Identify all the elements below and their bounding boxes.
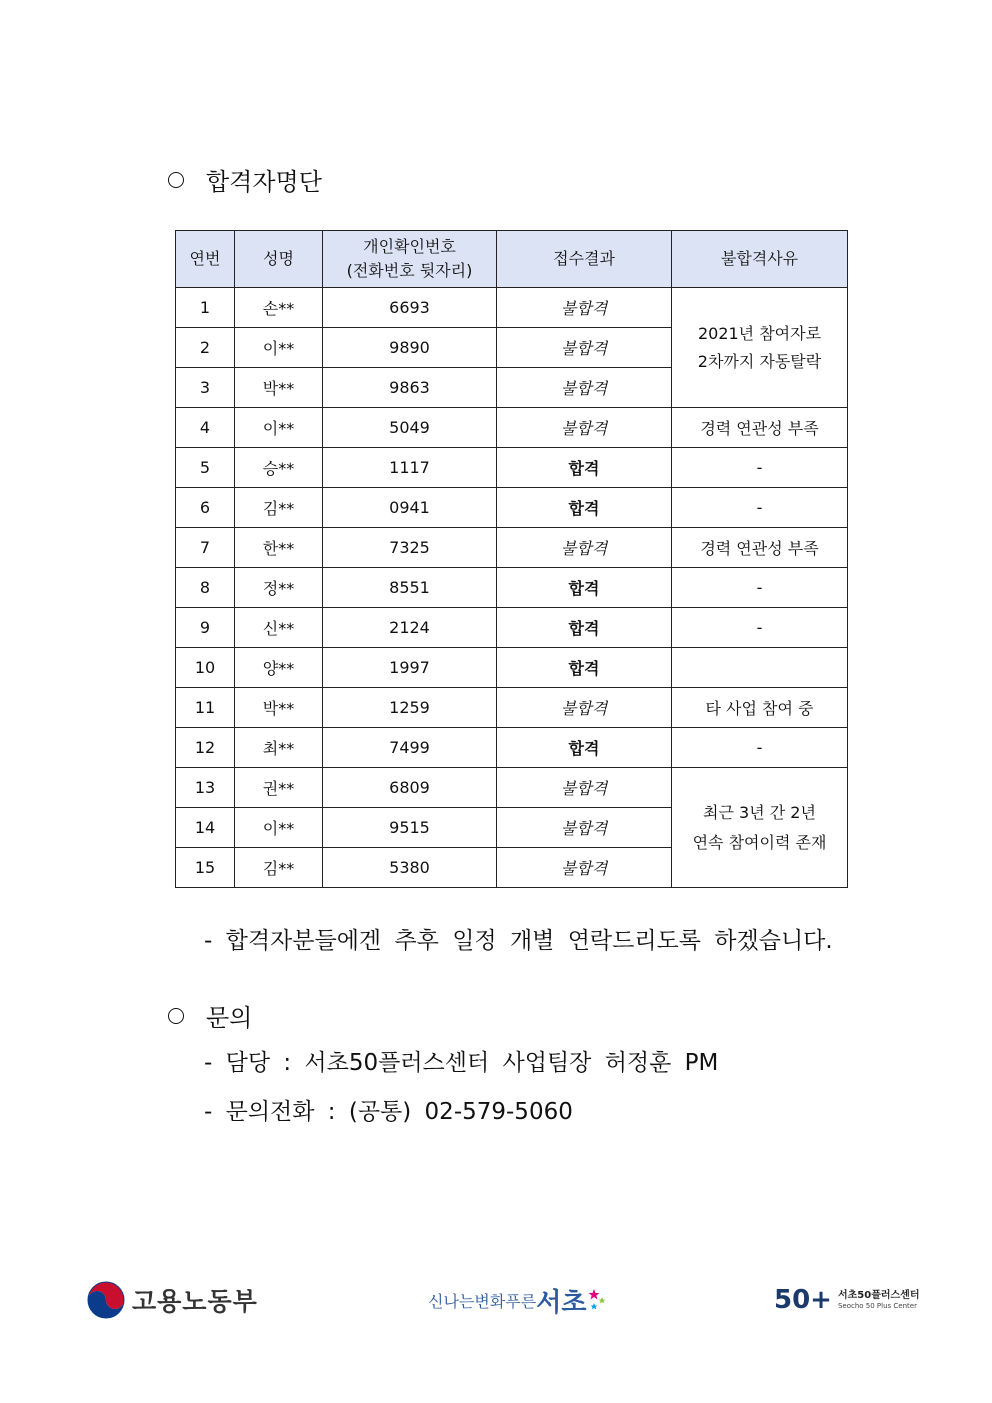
cell-no: 6 [176,488,235,528]
seocho-small-text: 신나는변화푸른 [428,1291,537,1311]
table-row [176,648,848,688]
cell-no: 1 [176,288,235,328]
cell-reason: - [672,488,848,528]
table-row [176,448,848,488]
cell-name: 김** [235,488,323,528]
reason-line: 2021년 참여자로 [697,323,822,343]
cell-reason: 타 사업 참여 중 [672,688,848,728]
cell-result: 불합격 [497,848,672,888]
cell-result: 합격 [497,488,672,528]
cell-no: 7 [176,528,235,568]
cell-name: 손** [235,288,323,328]
cell-code: 1997 [323,648,497,688]
reason-line: 연속 참여이력 존재 [692,832,827,852]
roster-table [175,230,848,888]
manager-line: - 담당 : 서초50플러스센터 사업팀장 허정훈 PM [204,1050,719,1076]
cell-reason [672,768,848,888]
seocho-big-text: 서초 [536,1287,587,1318]
contact-notice: - 합격자분들에겐 추후 일정 개별 연락드리도록 하겠습니다. [204,928,833,954]
cell-result: 불합격 [497,528,672,568]
header-code-line1: 개인확인번호 [363,237,456,256]
reason-line: 최근 3년 간 2년 [703,802,816,822]
cell-code: 0941 [323,488,497,528]
cell-result: 불합격 [497,688,672,728]
cell-reason: - [672,728,848,768]
cell-reason: - [672,568,848,608]
cell-name: 정** [235,568,323,608]
cell-reason: - [672,448,848,488]
cell-no: 3 [176,368,235,408]
table-row [176,488,848,528]
table-row [176,728,848,768]
cell-name: 이** [235,408,323,448]
cell-no: 4 [176,408,235,448]
table-row [176,688,848,728]
cell-code: 1259 [323,688,497,728]
cell-no: 11 [176,688,235,728]
reason-line: 2차까지 자동탈락 [697,351,822,371]
cell-name: 최** [235,728,323,768]
seocho-logo [428,1278,608,1322]
roster-title-text: 합격자명단 [206,168,322,196]
cell-reason: - [672,608,848,648]
cell-result: 합격 [497,608,672,648]
roster-section-title [168,162,322,197]
cell-name: 이** [235,328,323,368]
cell-name: 승** [235,448,323,488]
cell-name: 권** [235,768,323,808]
plus-center-mark: 50+ [774,1285,832,1315]
cell-code: 9863 [323,368,497,408]
cell-result: 불합격 [497,808,672,848]
cell-code: 8551 [323,568,497,608]
cell-code: 9890 [323,328,497,368]
cell-no: 15 [176,848,235,888]
table-header-row [176,231,848,288]
table-row [176,608,848,648]
cell-result: 불합격 [497,368,672,408]
plus-center-logo [774,1278,920,1322]
table-row [176,568,848,608]
cell-reason: 경력 연관성 부족 [672,408,848,448]
cell-no: 8 [176,568,235,608]
plus-center-text [838,1290,920,1311]
cell-no: 13 [176,768,235,808]
cell-result: 불합격 [497,328,672,368]
cell-name: 이** [235,808,323,848]
table-row [176,408,848,448]
plus-center-sub: Seocho 50 Plus Center [837,1301,917,1310]
inquiry-title-text: 문의 [206,1004,253,1032]
cell-result: 합격 [497,728,672,768]
cell-code: 6809 [323,768,497,808]
header-reason: 불합격사유 [672,231,848,288]
cell-code: 1117 [323,448,497,488]
plus-center-name: 서초50플러스센터 [837,1289,920,1301]
header-code [323,231,497,288]
header-code-line2: (전화번호 뒷자리) [346,261,473,280]
inquiry-section-title [168,998,252,1033]
cell-no: 5 [176,448,235,488]
header-no: 연번 [176,231,235,288]
cell-name: 신** [235,608,323,648]
circle-bullet-icon [168,172,184,188]
cell-code: 2124 [323,608,497,648]
stars-icon [586,1287,608,1313]
header-name: 성명 [235,231,323,288]
cell-result: 합격 [497,568,672,608]
cell-no: 14 [176,808,235,848]
cell-name: 박** [235,368,323,408]
cell-name: 박** [235,688,323,728]
circle-bullet-icon [168,1008,184,1024]
table-row [176,528,848,568]
moel-text: 고용노동부 [132,1287,258,1316]
cell-reason [672,288,848,408]
cell-name: 한** [235,528,323,568]
cell-no: 2 [176,328,235,368]
cell-no: 12 [176,728,235,768]
cell-reason [672,648,848,688]
cell-code: 9515 [323,808,497,848]
cell-reason: 경력 연관성 부족 [672,528,848,568]
header-result: 접수결과 [497,231,672,288]
cell-no: 9 [176,608,235,648]
taegeuk-icon [86,1280,126,1320]
cell-code: 6693 [323,288,497,328]
cell-no: 10 [176,648,235,688]
moel-logo [86,1278,258,1322]
cell-code: 5380 [323,848,497,888]
phone-line: - 문의전화 : (공통) 02-579-5060 [204,1099,573,1125]
cell-result: 불합격 [497,408,672,448]
cell-name: 김** [235,848,323,888]
table-row [176,768,848,808]
cell-result: 합격 [497,648,672,688]
cell-name: 양** [235,648,323,688]
cell-code: 5049 [323,408,497,448]
table-row [176,288,848,328]
cell-code: 7325 [323,528,497,568]
cell-result: 불합격 [497,288,672,328]
cell-result: 불합격 [497,768,672,808]
cell-code: 7499 [323,728,497,768]
cell-result: 합격 [497,448,672,488]
